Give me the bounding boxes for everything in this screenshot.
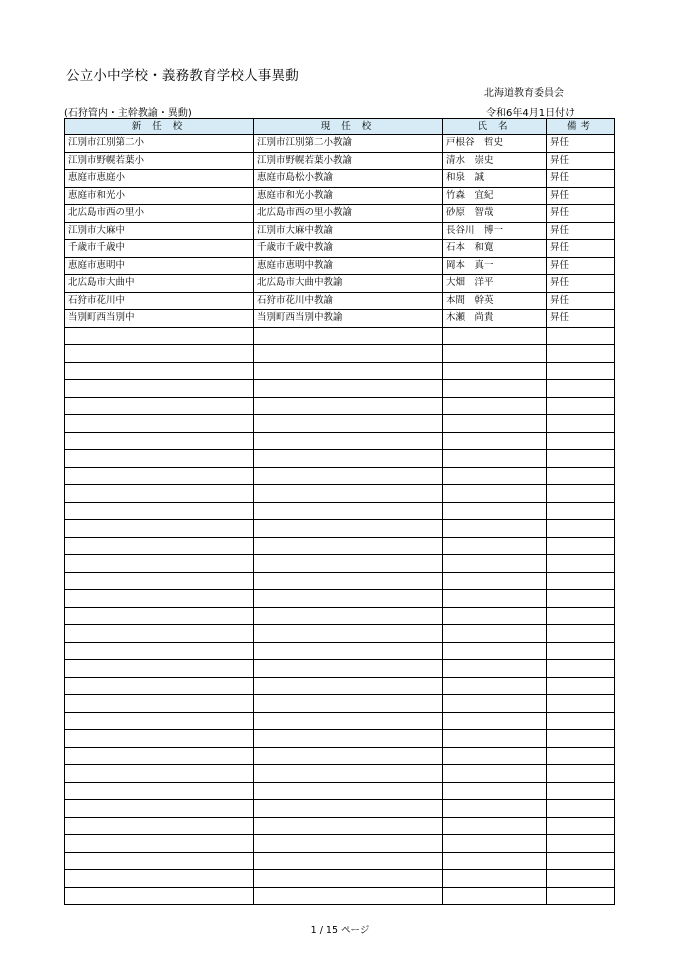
header-remarks: 備考 bbox=[547, 119, 615, 135]
cell-current-school bbox=[254, 590, 443, 608]
cell-remarks: 昇任 bbox=[547, 222, 615, 240]
cell-name: 砂原 智哉 bbox=[443, 205, 547, 223]
cell-current-school bbox=[254, 800, 443, 818]
cell-remarks bbox=[547, 835, 615, 853]
cell-new-school bbox=[65, 887, 254, 905]
table-row-empty bbox=[65, 870, 615, 888]
cell-current-school: 江別市大麻中教諭 bbox=[254, 222, 443, 240]
cell-current-school bbox=[254, 677, 443, 695]
cell-name bbox=[443, 502, 547, 520]
cell-current-school bbox=[254, 712, 443, 730]
cell-new-school bbox=[65, 835, 254, 853]
cell-remarks bbox=[547, 747, 615, 765]
table-row-empty bbox=[65, 432, 615, 450]
table-row-empty bbox=[65, 817, 615, 835]
cell-current-school bbox=[254, 327, 443, 345]
table-row-empty bbox=[65, 765, 615, 783]
cell-remarks bbox=[547, 327, 615, 345]
table-row-empty bbox=[65, 590, 615, 608]
cell-current-school bbox=[254, 660, 443, 678]
cell-new-school bbox=[65, 380, 254, 398]
cell-name: 本間 幹英 bbox=[443, 292, 547, 310]
cell-new-school bbox=[65, 362, 254, 380]
table-row-empty bbox=[65, 555, 615, 573]
cell-new-school bbox=[65, 712, 254, 730]
cell-remarks: 昇任 bbox=[547, 152, 615, 170]
cell-name bbox=[443, 380, 547, 398]
cell-current-school bbox=[254, 520, 443, 538]
table-row-empty bbox=[65, 730, 615, 748]
cell-remarks: 昇任 bbox=[547, 292, 615, 310]
table-body bbox=[65, 135, 615, 905]
cell-name bbox=[443, 817, 547, 835]
cell-remarks bbox=[547, 695, 615, 713]
cell-remarks: 昇任 bbox=[547, 240, 615, 258]
cell-current-school bbox=[254, 817, 443, 835]
cell-current-school bbox=[254, 835, 443, 853]
cell-current-school: 石狩市花川中教諭 bbox=[254, 292, 443, 310]
cell-new-school bbox=[65, 502, 254, 520]
cell-remarks bbox=[547, 625, 615, 643]
cell-new-school: 江別市野幌若葉小 bbox=[65, 152, 254, 170]
cell-new-school bbox=[65, 450, 254, 468]
table-row-empty bbox=[65, 362, 615, 380]
table-row-empty bbox=[65, 800, 615, 818]
table-row-empty bbox=[65, 415, 615, 433]
table-row-empty bbox=[65, 485, 615, 503]
table-row bbox=[65, 292, 615, 310]
cell-name: 清水 崇史 bbox=[443, 152, 547, 170]
cell-name bbox=[443, 677, 547, 695]
cell-new-school bbox=[65, 537, 254, 555]
table-row-empty bbox=[65, 327, 615, 345]
cell-name bbox=[443, 537, 547, 555]
table-row-empty bbox=[65, 642, 615, 660]
cell-current-school bbox=[254, 380, 443, 398]
cell-remarks bbox=[547, 800, 615, 818]
cell-current-school bbox=[254, 572, 443, 590]
cell-current-school: 恵庭市島松小教諭 bbox=[254, 170, 443, 188]
table-row-empty bbox=[65, 852, 615, 870]
table-row-empty bbox=[65, 397, 615, 415]
table-row-empty bbox=[65, 345, 615, 363]
cell-name bbox=[443, 485, 547, 503]
cell-name bbox=[443, 887, 547, 905]
cell-current-school bbox=[254, 642, 443, 660]
cell-current-school bbox=[254, 345, 443, 363]
cell-new-school bbox=[65, 572, 254, 590]
cell-current-school bbox=[254, 887, 443, 905]
cell-name bbox=[443, 870, 547, 888]
cell-new-school: 北広島市大曲中 bbox=[65, 275, 254, 293]
personnel-table bbox=[64, 118, 615, 905]
cell-new-school bbox=[65, 852, 254, 870]
cell-name bbox=[443, 572, 547, 590]
cell-current-school bbox=[254, 607, 443, 625]
cell-new-school bbox=[65, 415, 254, 433]
table-row-empty bbox=[65, 467, 615, 485]
cell-new-school bbox=[65, 730, 254, 748]
cell-new-school: 当別町西当別中 bbox=[65, 310, 254, 328]
cell-current-school bbox=[254, 415, 443, 433]
cell-new-school: 千歳市千歳中 bbox=[65, 240, 254, 258]
cell-current-school bbox=[254, 747, 443, 765]
cell-remarks bbox=[547, 485, 615, 503]
cell-current-school: 北広島市大曲中教諭 bbox=[254, 275, 443, 293]
table-row-empty bbox=[65, 450, 615, 468]
header-new-school: 新 任 校 bbox=[65, 119, 254, 135]
cell-current-school bbox=[254, 765, 443, 783]
cell-remarks bbox=[547, 572, 615, 590]
cell-name bbox=[443, 520, 547, 538]
cell-new-school bbox=[65, 800, 254, 818]
table-header-row bbox=[65, 119, 615, 135]
cell-remarks: 昇任 bbox=[547, 187, 615, 205]
cell-remarks bbox=[547, 590, 615, 608]
cell-remarks bbox=[547, 817, 615, 835]
cell-remarks bbox=[547, 520, 615, 538]
cell-name bbox=[443, 415, 547, 433]
cell-remarks bbox=[547, 380, 615, 398]
document-scope: (石狩管内・主幹教諭・異動) bbox=[64, 108, 192, 119]
cell-new-school bbox=[65, 327, 254, 345]
cell-remarks bbox=[547, 870, 615, 888]
header-current-school: 現 任 校 bbox=[254, 119, 443, 135]
cell-name bbox=[443, 625, 547, 643]
cell-remarks: 昇任 bbox=[547, 275, 615, 293]
cell-remarks bbox=[547, 765, 615, 783]
cell-remarks: 昇任 bbox=[547, 310, 615, 328]
cell-new-school: 北広島市西の里小 bbox=[65, 205, 254, 223]
cell-current-school bbox=[254, 467, 443, 485]
table-row-empty bbox=[65, 835, 615, 853]
cell-new-school bbox=[65, 467, 254, 485]
cell-name bbox=[443, 712, 547, 730]
cell-current-school bbox=[254, 432, 443, 450]
cell-current-school bbox=[254, 502, 443, 520]
cell-name bbox=[443, 467, 547, 485]
cell-current-school: 当別町西当別中教諭 bbox=[254, 310, 443, 328]
table-row bbox=[65, 187, 615, 205]
cell-new-school bbox=[65, 660, 254, 678]
cell-new-school: 恵庭市和光小 bbox=[65, 187, 254, 205]
cell-current-school bbox=[254, 852, 443, 870]
cell-name: 竹森 宜紀 bbox=[443, 187, 547, 205]
cell-current-school: 北広島市西の里小教諭 bbox=[254, 205, 443, 223]
cell-current-school bbox=[254, 362, 443, 380]
table-row-empty bbox=[65, 572, 615, 590]
cell-current-school: 江別市江別第二小教諭 bbox=[254, 135, 443, 153]
cell-new-school bbox=[65, 555, 254, 573]
cell-name bbox=[443, 642, 547, 660]
cell-current-school: 恵庭市和光小教諭 bbox=[254, 187, 443, 205]
document-title: 公立小中学校・義務教育学校人事異動 bbox=[66, 68, 299, 84]
cell-remarks bbox=[547, 782, 615, 800]
cell-new-school: 江別市江別第二小 bbox=[65, 135, 254, 153]
cell-remarks bbox=[547, 887, 615, 905]
cell-name: 石本 和寛 bbox=[443, 240, 547, 258]
cell-current-school bbox=[254, 397, 443, 415]
cell-new-school bbox=[65, 817, 254, 835]
table-row bbox=[65, 170, 615, 188]
cell-remarks bbox=[547, 502, 615, 520]
cell-current-school bbox=[254, 450, 443, 468]
table-row-empty bbox=[65, 747, 615, 765]
cell-remarks bbox=[547, 660, 615, 678]
table-row-empty bbox=[65, 625, 615, 643]
table-row-empty bbox=[65, 887, 615, 905]
cell-remarks bbox=[547, 712, 615, 730]
cell-name bbox=[443, 695, 547, 713]
cell-remarks: 昇任 bbox=[547, 135, 615, 153]
cell-current-school bbox=[254, 537, 443, 555]
cell-name: 大畑 洋平 bbox=[443, 275, 547, 293]
cell-new-school bbox=[65, 345, 254, 363]
cell-remarks bbox=[547, 730, 615, 748]
cell-name: 長谷川 博一 bbox=[443, 222, 547, 240]
cell-name bbox=[443, 747, 547, 765]
cell-remarks bbox=[547, 467, 615, 485]
cell-name bbox=[443, 782, 547, 800]
cell-new-school bbox=[65, 607, 254, 625]
cell-remarks bbox=[547, 450, 615, 468]
cell-name bbox=[443, 852, 547, 870]
table-row bbox=[65, 275, 615, 293]
cell-name: 和泉 誠 bbox=[443, 170, 547, 188]
cell-new-school bbox=[65, 397, 254, 415]
cell-current-school bbox=[254, 870, 443, 888]
cell-new-school: 恵庭市恵明中 bbox=[65, 257, 254, 275]
cell-name bbox=[443, 590, 547, 608]
effective-date: 令和6年4月1日付け bbox=[486, 108, 576, 119]
cell-remarks bbox=[547, 852, 615, 870]
cell-name: 木瀬 尚貴 bbox=[443, 310, 547, 328]
cell-new-school bbox=[65, 432, 254, 450]
table-row bbox=[65, 135, 615, 153]
cell-remarks bbox=[547, 642, 615, 660]
cell-name bbox=[443, 800, 547, 818]
cell-name: 岡本 真一 bbox=[443, 257, 547, 275]
cell-new-school: 江別市大麻中 bbox=[65, 222, 254, 240]
table-row bbox=[65, 240, 615, 258]
table-row-empty bbox=[65, 520, 615, 538]
table-row-empty bbox=[65, 660, 615, 678]
cell-remarks: 昇任 bbox=[547, 257, 615, 275]
issuer-name: 北海道教育委員会 bbox=[484, 88, 564, 99]
cell-new-school bbox=[65, 520, 254, 538]
cell-name bbox=[443, 765, 547, 783]
cell-current-school bbox=[254, 625, 443, 643]
cell-new-school bbox=[65, 642, 254, 660]
table-row-empty bbox=[65, 537, 615, 555]
cell-remarks bbox=[547, 432, 615, 450]
cell-name bbox=[443, 327, 547, 345]
header-name: 氏 名 bbox=[443, 119, 547, 135]
cell-remarks bbox=[547, 677, 615, 695]
table-row-empty bbox=[65, 677, 615, 695]
cell-remarks: 昇任 bbox=[547, 205, 615, 223]
cell-current-school: 恵庭市恵明中教諭 bbox=[254, 257, 443, 275]
cell-remarks bbox=[547, 362, 615, 380]
cell-name bbox=[443, 660, 547, 678]
cell-name bbox=[443, 345, 547, 363]
table-row bbox=[65, 310, 615, 328]
cell-name bbox=[443, 432, 547, 450]
cell-remarks bbox=[547, 607, 615, 625]
cell-remarks bbox=[547, 397, 615, 415]
table-row-empty bbox=[65, 502, 615, 520]
table-row-empty bbox=[65, 380, 615, 398]
cell-remarks bbox=[547, 537, 615, 555]
cell-name bbox=[443, 555, 547, 573]
cell-name bbox=[443, 835, 547, 853]
cell-remarks bbox=[547, 555, 615, 573]
cell-current-school bbox=[254, 485, 443, 503]
cell-name: 戸根谷 哲史 bbox=[443, 135, 547, 153]
cell-name bbox=[443, 397, 547, 415]
cell-current-school bbox=[254, 782, 443, 800]
table-row-empty bbox=[65, 607, 615, 625]
cell-name bbox=[443, 450, 547, 468]
cell-current-school bbox=[254, 555, 443, 573]
cell-new-school: 石狩市花川中 bbox=[65, 292, 254, 310]
cell-remarks bbox=[547, 345, 615, 363]
cell-new-school bbox=[65, 590, 254, 608]
cell-name bbox=[443, 362, 547, 380]
cell-new-school: 恵庭市恵庭小 bbox=[65, 170, 254, 188]
cell-new-school bbox=[65, 747, 254, 765]
cell-current-school bbox=[254, 730, 443, 748]
cell-name bbox=[443, 730, 547, 748]
cell-new-school bbox=[65, 485, 254, 503]
cell-current-school: 千歳市千歳中教諭 bbox=[254, 240, 443, 258]
table-row bbox=[65, 205, 615, 223]
cell-current-school bbox=[254, 695, 443, 713]
cell-new-school bbox=[65, 765, 254, 783]
cell-new-school bbox=[65, 625, 254, 643]
cell-new-school bbox=[65, 782, 254, 800]
cell-new-school bbox=[65, 870, 254, 888]
page-footer: 1 / 15 ページ bbox=[310, 925, 370, 936]
cell-current-school: 江別市野幌若葉小教諭 bbox=[254, 152, 443, 170]
cell-name bbox=[443, 607, 547, 625]
cell-new-school bbox=[65, 695, 254, 713]
table-row-empty bbox=[65, 695, 615, 713]
cell-remarks: 昇任 bbox=[547, 170, 615, 188]
table-row-empty bbox=[65, 782, 615, 800]
table-row bbox=[65, 222, 615, 240]
cell-new-school bbox=[65, 677, 254, 695]
table-row bbox=[65, 152, 615, 170]
table-row bbox=[65, 257, 615, 275]
table-row-empty bbox=[65, 712, 615, 730]
cell-remarks bbox=[547, 415, 615, 433]
